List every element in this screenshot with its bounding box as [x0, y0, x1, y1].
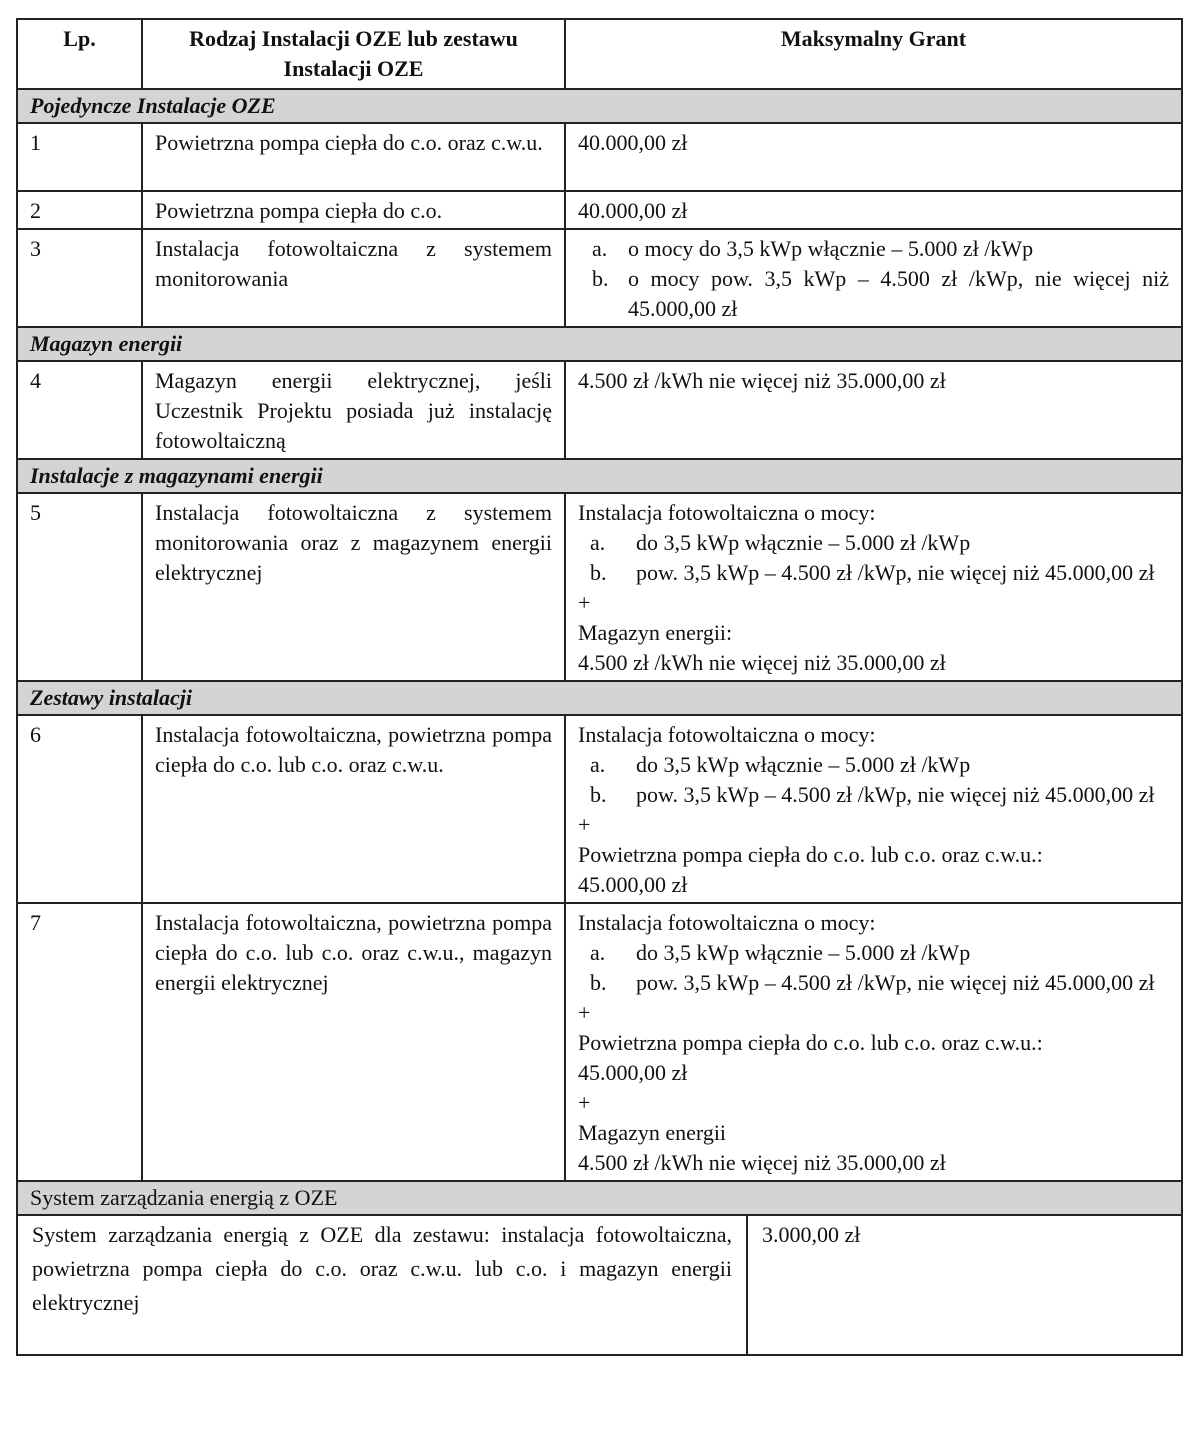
header-installation-type: Rodzaj Instalacji OZE lub zestawu Instalacji OZE: [142, 19, 565, 89]
table-row: [17, 229, 1182, 327]
row-lp: 2: [17, 191, 142, 229]
option-b-text: o mocy pow. 3,5 kWp – 4.500 zł /kWp, nie więcej niż 45.000,00 zł: [628, 266, 1169, 321]
option-b-marker: b.: [590, 560, 607, 585]
table-row: [17, 715, 1182, 903]
option-a-text: do 3,5 kWp włącznie – 5.000 zł /kWp: [636, 752, 971, 777]
section-row: [17, 327, 1182, 361]
table-row: [17, 1215, 1182, 1355]
option-a: [578, 528, 1169, 558]
heat-pump-value: 45.000,00 zł: [578, 1060, 688, 1085]
table-row: [17, 191, 1182, 229]
section-row: [17, 89, 1182, 123]
plus-sign: +: [578, 1000, 591, 1025]
row-installation-type: Instalacja fotowoltaiczna z systemem monitorowania oraz z magazynem energii elektrycznej: [142, 493, 565, 681]
section-heading-magazyn: Magazyn energii: [17, 327, 1182, 361]
option-a-marker: a.: [590, 752, 606, 777]
row-max-grant: [565, 493, 1182, 681]
option-b: [578, 264, 1169, 324]
pv-intro: Instalacja fotowoltaiczna o mocy:: [578, 910, 876, 935]
option-b-marker: b.: [590, 970, 607, 995]
section-heading-z-magazynami: Instalacje z magazynami energii: [17, 459, 1182, 493]
power-options-list: [578, 938, 1169, 998]
storage-value: 4.500 zł /kWh nie więcej niż 35.000,00 zł: [578, 650, 946, 675]
row-installation-type: Instalacja fotowoltaiczna, powietrzna pompa ciepła do c.o. lub c.o. oraz c.w.u.: [142, 715, 565, 903]
option-b-marker: b.: [590, 782, 607, 807]
storage-label: Magazyn energii:: [578, 620, 733, 645]
section-heading-pojedyncze: Pojedyncze Instalacje OZE: [17, 89, 1182, 123]
table-row: [17, 493, 1182, 681]
power-options-list: [578, 528, 1169, 588]
storage-label: Magazyn energii: [578, 1120, 727, 1145]
section-row: [17, 459, 1182, 493]
section-heading-zestawy: Zestawy instalacji: [17, 681, 1182, 715]
header-max-grant: Maksymalny Grant: [565, 19, 1182, 89]
section-row: [17, 1181, 1182, 1215]
option-a-marker: a.: [592, 236, 608, 261]
row-installation-type: Instalacja fotowoltaiczna z systemem monitorowania: [142, 229, 565, 327]
power-options-list: [578, 234, 1169, 324]
option-b: [578, 968, 1169, 998]
plus-sign: +: [578, 812, 591, 837]
option-b-text: pow. 3,5 kWp – 4.500 zł /kWp, nie więcej niż 45.000,00 zł: [636, 970, 1155, 995]
option-a-marker: a.: [590, 940, 606, 965]
plus-sign: +: [578, 1090, 591, 1115]
row-max-grant: [565, 715, 1182, 903]
row-max-grant: [565, 903, 1182, 1181]
table-header-row: [17, 19, 1182, 89]
option-a-text: do 3,5 kWp włącznie – 5.000 zł /kWp: [636, 940, 971, 965]
option-a-text: o mocy do 3,5 kWp włącznie – 5.000 zł /kWp: [628, 236, 1034, 261]
header-lp: Lp.: [17, 19, 142, 89]
row-max-grant: [565, 229, 1182, 327]
heat-pump-label: Powietrzna pompa ciepła do c.o. lub c.o. oraz c.w.u.:: [578, 842, 1043, 867]
plus-sign: +: [578, 590, 591, 615]
row-lp: 3: [17, 229, 142, 327]
option-b: [578, 780, 1169, 810]
option-a: [578, 750, 1169, 780]
row-installation-type: Instalacja fotowoltaiczna, powietrzna pompa ciepła do c.o. lub c.o. oraz c.w.u., magazyn energii elektrycznej: [142, 903, 565, 1181]
option-a-text: do 3,5 kWp włącznie – 5.000 zł /kWp: [636, 530, 971, 555]
heat-pump-label: Powietrzna pompa ciepła do c.o. lub c.o. oraz c.w.u.:: [578, 1030, 1043, 1055]
row-installation-type: Powietrzna pompa ciepła do c.o.: [142, 191, 565, 229]
table-row: [17, 903, 1182, 1181]
power-options-list: [578, 750, 1169, 810]
grant-document: [16, 18, 1183, 1356]
energy-management-table: [16, 1214, 1183, 1356]
pv-intro: Instalacja fotowoltaiczna o mocy:: [578, 500, 876, 525]
option-a-marker: a.: [590, 530, 606, 555]
row-lp: 7: [17, 903, 142, 1181]
row-max-grant: 40.000,00 zł: [565, 123, 1182, 191]
row-lp: 6: [17, 715, 142, 903]
table-row: [17, 123, 1182, 191]
option-b-marker: b.: [592, 266, 609, 291]
option-a: [578, 938, 1169, 968]
option-b-text: pow. 3,5 kWp – 4.500 zł /kWp, nie więcej niż 45.000,00 zł: [636, 782, 1155, 807]
option-b: [578, 558, 1169, 588]
row-installation-type: Powietrzna pompa ciepła do c.o. oraz c.w.u.: [142, 123, 565, 191]
section-heading-system: System zarządzania energią z OZE: [17, 1181, 1182, 1215]
row-lp: 4: [17, 361, 142, 459]
pv-intro: Instalacja fotowoltaiczna o mocy:: [578, 722, 876, 747]
heat-pump-value: 45.000,00 zł: [578, 872, 688, 897]
row-lp: 1: [17, 123, 142, 191]
option-a: [578, 234, 1169, 264]
energy-management-grant: 3.000,00 zł: [747, 1215, 1182, 1355]
row-max-grant: 4.500 zł /kWh nie więcej niż 35.000,00 zł: [565, 361, 1182, 459]
table-row: [17, 361, 1182, 459]
energy-management-description: System zarządzania energią z OZE dla zestawu: instalacja fotowoltaiczna, powietrzna pompa ciepła do c.o. oraz c.w.u. lub c.o. i magazyn energii elektrycznej: [17, 1215, 747, 1355]
row-max-grant: 40.000,00 zł: [565, 191, 1182, 229]
row-installation-type: Magazyn energii elektrycznej, jeśli Uczestnik Projektu posiada już instalację fotowoltaiczną: [142, 361, 565, 459]
section-row: [17, 681, 1182, 715]
grants-table: [16, 18, 1183, 1216]
option-b-text: pow. 3,5 kWp – 4.500 zł /kWp, nie więcej niż 45.000,00 zł: [636, 560, 1155, 585]
row-lp: 5: [17, 493, 142, 681]
storage-value: 4.500 zł /kWh nie więcej niż 35.000,00 zł: [578, 1150, 946, 1175]
